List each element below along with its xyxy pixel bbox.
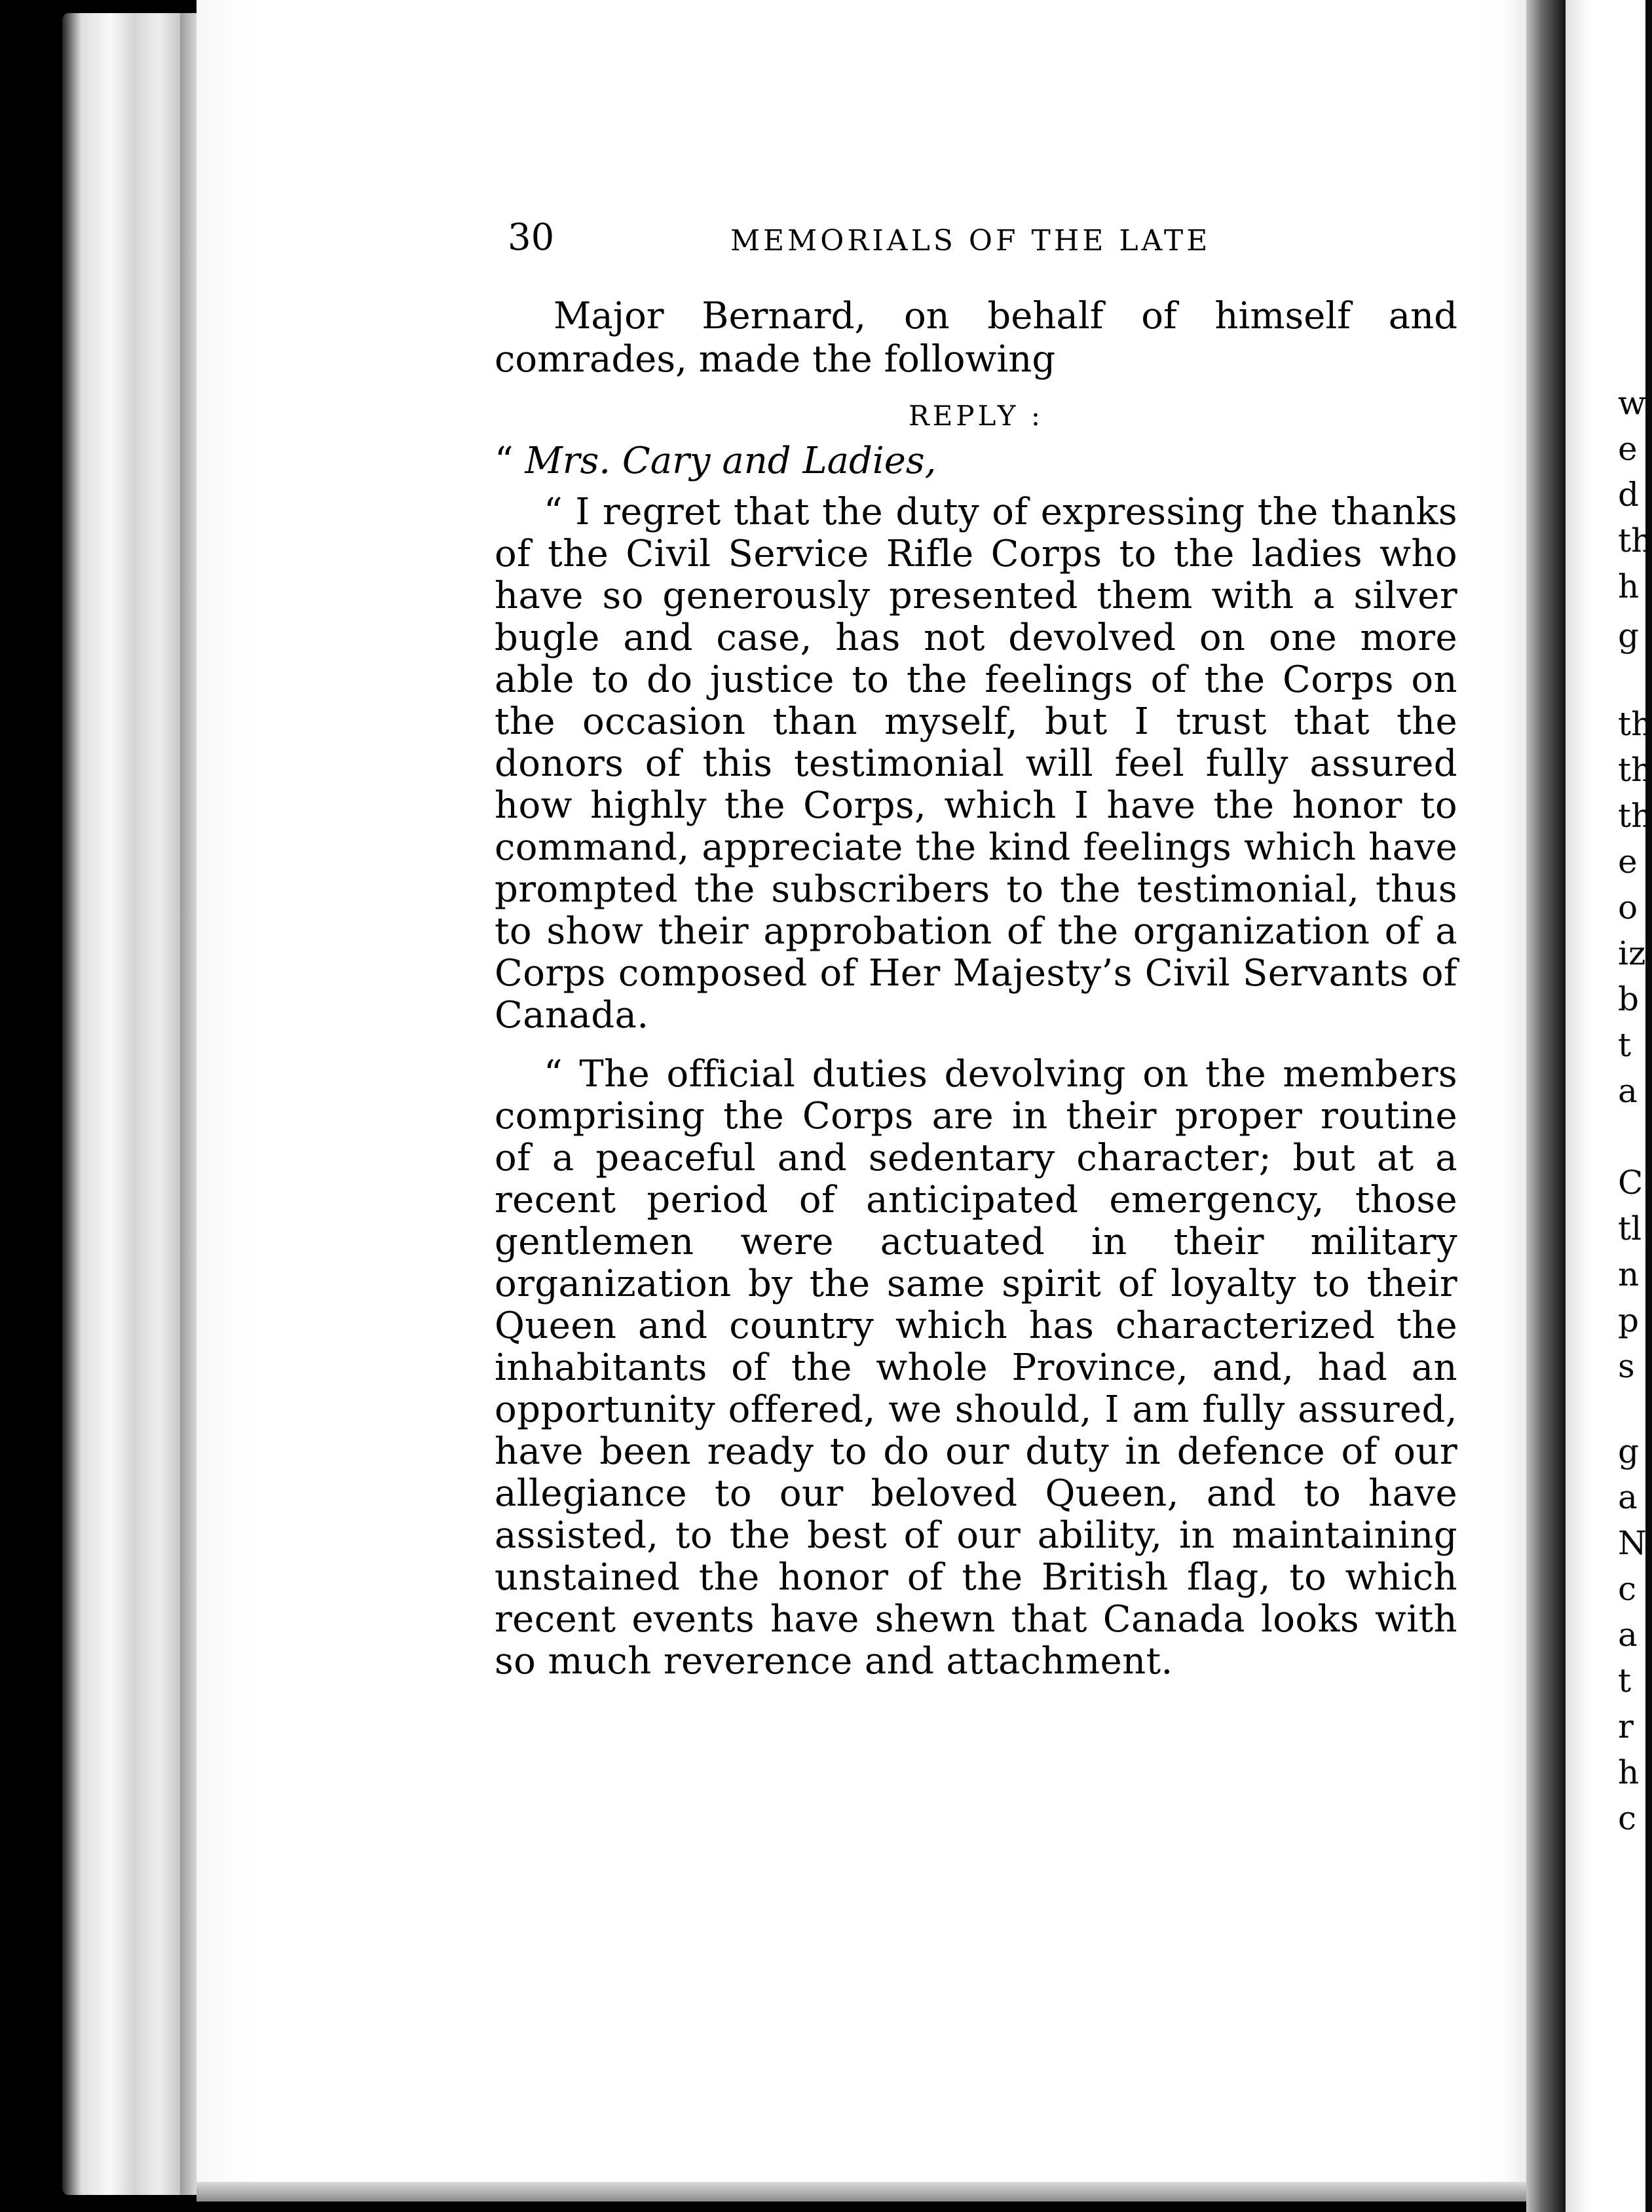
facing-page-fragment: C <box>1618 1164 1643 1202</box>
facing-page-fragment: a <box>1618 1616 1638 1654</box>
facing-page-fragment: o <box>1618 888 1638 926</box>
facing-page-fragment: p <box>1618 1301 1640 1339</box>
running-head <box>495 216 1457 275</box>
running-title: MEMORIALS OF THE LATE <box>730 224 1211 257</box>
reply-paragraph-2: “ The official duties devolving on the members comprising the Corps are in their proper routine of a peaceful and sedentary character; but at a recent period of anticipated emergency, those gentlemen were actuated in their military organization by the same spirit of loyalty to their Queen and country which has characterized the inhabitants of the whole Province, and, had an opportunity offered, we should, I am fully assured, have been ready to do our duty in defence of our allegiance to our beloved Queen, and to have assisted, to the best of our ability, in maintaining unstained the honor of the British flag, to which recent events have shewn that Canada looks with so much reverence and attachment. <box>495 1053 1457 1683</box>
facing-page-fragment: th <box>1618 705 1652 743</box>
reply-paragraph-1: “ I regret that the duty of expressing the thanks of the Civil Service Rifle Corps to the ladies who have so generously presented them with a silver bugle and case, has not devolved on one more able to do justice to the feelings of the Corps on the occasion than myself, but I trust that the donors of this testimonial will feel fully assured how highly the Corps, which I have the honor to command, appreciate the kind feelings which have prompted the subscribers to the testimonial, thus to show their approbation of the organization of a Corps composed of Her Majesty’s Civil Servants of Canada. <box>495 491 1457 1037</box>
intro-paragraph: Major Bernard, on behalf of himself and comrades, made the following <box>495 295 1457 381</box>
facing-page-fragment: c <box>1618 1570 1637 1608</box>
facing-page-fragment: h <box>1618 567 1640 605</box>
facing-page-fragment: h <box>1618 1753 1640 1791</box>
page-number: 30 <box>508 216 555 259</box>
reply-heading: REPLY : <box>909 400 1043 432</box>
facing-page-edge <box>1566 0 1652 2212</box>
salutation-text: Mrs. Cary and Ladies, <box>525 440 937 482</box>
facing-page-fragment: g <box>1618 617 1640 655</box>
facing-page-fragment: w <box>1618 384 1646 422</box>
facing-page-fragment: e <box>1618 843 1638 881</box>
facing-page-fragment: b <box>1618 980 1640 1018</box>
facing-page-fragment: e <box>1618 430 1638 468</box>
facing-page-fragment: tl <box>1618 1210 1642 1248</box>
facing-page-fragment: a <box>1618 1478 1638 1516</box>
facing-page-fragment: s <box>1618 1347 1635 1385</box>
salutation <box>495 440 1457 482</box>
facing-page-fragment: a <box>1618 1072 1638 1110</box>
facing-page-fragment: d <box>1618 476 1640 514</box>
book-gutter <box>1526 0 1566 2212</box>
facing-page-fragment: t <box>1618 1026 1632 1064</box>
facing-page-fragment: th <box>1618 797 1652 835</box>
page-bottom-edge <box>197 2182 1549 2202</box>
facing-page-fragment: c <box>1618 1799 1637 1837</box>
facing-page-fragment: r <box>1618 1707 1634 1745</box>
facing-page-fragment: n <box>1618 1255 1640 1293</box>
facing-page-fragment: g <box>1618 1432 1640 1470</box>
facing-page-fragment: t <box>1618 1662 1632 1700</box>
book-cover-left <box>62 13 200 2195</box>
facing-page-fragment: th <box>1618 751 1652 789</box>
salutation-quote: “ <box>495 440 514 482</box>
text-column <box>495 216 1457 1700</box>
facing-page-fragment: iz <box>1618 934 1646 972</box>
facing-page-fragment: N <box>1618 1524 1647 1562</box>
facing-page-fragment: th <box>1618 522 1652 560</box>
